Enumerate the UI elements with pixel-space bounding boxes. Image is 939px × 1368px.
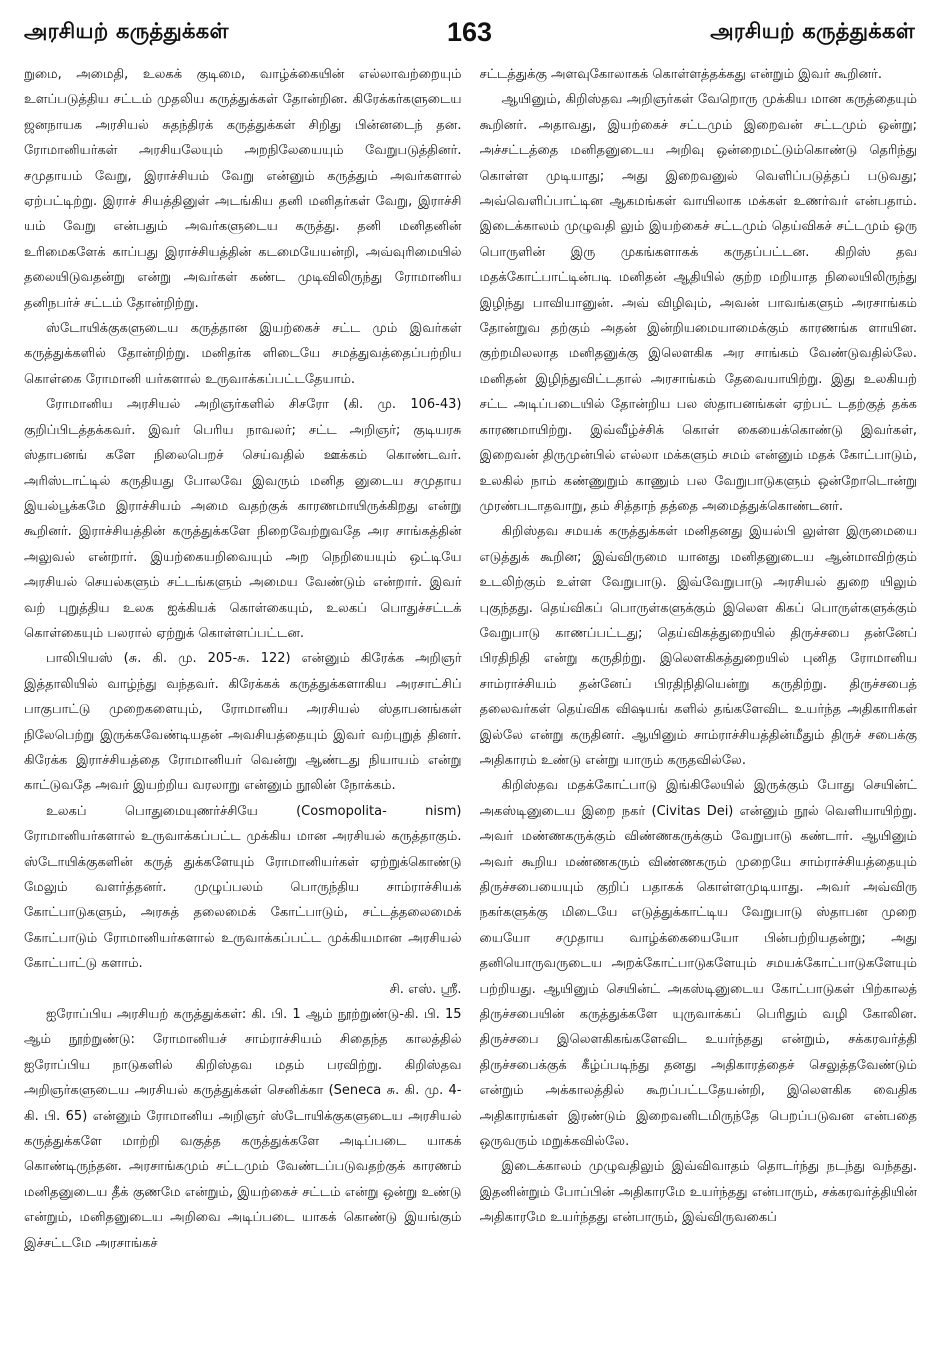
author-initials: சி. எஸ். ஸ்ரீ. — [389, 981, 462, 997]
paragraph: பாலிபியஸ் (சு. கி. மு. 205-சு. 122) என்னும் கிரேக்க அறிஞர் இத்தாலியில் வாழ்ந்து வந்தவர். கிரேக்கக் கருத்துக்களாகிய அரசாட்சிப் பாகுபாட்டு முறைகளையும், ரோமானிய அரசியல் ஸ்தாபனங்கள் நிலேபெற்று இருக்கவேண்டியதன் அவசியத்தையும் இவர் வற்புறுத் தினர். கிரேக்க இராச்சியத்தை ரோமானியர் வென்று ஆண்டது நியாயம் என்று காட்டுவதே அவர் இயற்றிய வரலாறு என்னும் நூலின் நோக்கம். — [24, 651, 462, 794]
paragraph: ஸ்டோயிக்குகளுடைய கருத்தான இயற்கைச் சட்ட மும் இவர்கள் கருத்துக்களில் தோன்றிற்று. மனிதர்க ளிடையே சமத்துவத்தைப்பற்றிய கொள்கை ரோமானி யர்களால் உருவாக்கப்பட்டதேயாம். — [24, 321, 462, 387]
paragraph: இடைக்காலம் முழுவதிலும் இவ்விவாதம் தொடர்ந்து நடந்து வந்தது. இதனின்றும் போப்பின் அதிகாரமே உயர்ந்தது என்பாரும், சக்கரவர்த்தியின் அதிகாரமே உயர்ந்தது என்பாரும், இவ்விருவகைப் — [479, 1159, 917, 1226]
paragraph: கிறிஸ்தவ மதக்கோட்பாடு இங்கிலேயில் இருக்கும் போது செயின்ட் அகஸ்டினுடைய இறை நகர் (Civitas Dei) என்னும் நூல் வெளியாயிற்று. அவர் மண்ணகருக்கும் விண்ணகருக்கும் வேறுபாடு கண்டார். ஆயினும் அவர் கூறிய மண்ணகரும் விண்ணகரும் முறையே சாம்ராச்சியத்தையும் திருச்சபையையும் குறிப் பதாகக் கொள்ளமுடியாது. அவர் அவ்விரு நகர்களுக்கு மிடையே எடுத்துக்காட்டிய வேறுபாடு ஸ்தாபன முறை யையோ சமுதாய வாழ்க்கையையோ பின்பற்றியதன்று; அது தனியொருவருடைய அறக்கோட்பாடுகளேயும் சமயக்கோட்பாடுகளேயும் பற்றியது. ஆயினும் செயின்ட் அகஸ்டினுடைய கோட்பாடுகள் பிற்காலத் திருச்சபையின் கருத்துக்களே யுருவாக்கப் பெரிதும் வழி கோலின. திருச்சபை இலௌகிகங்களேவிட உயர்ந்தது என்றும், சக்கரவர்த்தி திருச்சபைக்குக் கீழ்ப்படிந்து தனது அதிகாரத்தைச் செலுத்தவேண்டும் என்றும் அக்காலத்தில் கூறப்பட்டதேயன்றி, இலௌகிக வைதிக அதிகாரங்கள் இரண்டும் இறைவனிடமிருந்தே பெறப்படுவன என்பதை ஒருவரும் மறுக்கவில்லே. — [479, 778, 917, 1150]
paragraph: ஆயினும், கிறிஸ்தவ அறிஞர்கள் வேறொரு முக்கிய மான கருத்தையும் கூறினர். அதாவது, இயற்கைச் சட்டமும் இறைவன் சட்டமும் ஒன்று; அச்சட்டத்தை மனிதனுடைய அறிவு ஒன்றைமட்டும்கொண்டு தெரிந்து கொள்ள முடியாது; அது இறைவனுல் வெளிப்படுத்தப் படுவது; அவ்வெளிப்பாட்டின ஆகமங்கள் வாயிலாக மக்கள் உணர்வர் என்பதாம். இடைக்காலம் முழுவதி லும் இயற்கைச் சட்டமும் தெய்விகச் சட்டமும் ஒரு பொருளின் இரு முகங்களாகக் கருதப்பட்டன. கிறிஸ் தவ மதக்கோட்பாட்டின்படி மனிதன் ஆதியில் குற்ற மறியாத நிலையிலிருந்து இழிந்து பாவியானுன். அவ் விழிவும், அவன் பாவங்களும் அரசாங்கம் தோன்றுவ தற்கும் அதன் இன்றியமையாமைக்கும் காரணங்க ளாயின. குற்றமிலலாத மனிதனுக்கு இலௌகிக அர சாங்கம் வேண்டுவதில்லே. மனிதன் இழிந்துவிட்டதால் அரசாங்கம் தேவையாயிற்று. இது உலகியற் சட்ட அடிப்படையில் தோன்றிய பல ஸ்தாபனங்கள் ஏற்பட் டதற்குத் தக்க காரணமாயிற்று. இவ்வீழ்ச்சிக் கொள் கையைக்கொண்டு இவர்கள், இறைவன் திருமுன்பில் எல்லா மக்களும் சமம் என்னும் மதக் கோட்பாடும், உலகில் நாம் கண்ணுறும் காணும் பல வேறுபாடுகளும் ஒன்றோடொன்று முரண்படாதவாறு, தம் சித்தாந் தத்தை அமைத்துக்கொண்டனர். — [479, 92, 917, 514]
paragraph: ரோமானிய அரசியல் அறிஞர்களில் சிசரோ (கி. மு. 106-43) குறிப்பிடத்தக்கவர். இவர் பெரிய நாவலர்; சட்ட அறிஞர்; குடியரசு ஸ்தாபனங் களே நிலைபெறச் செய்வதில் ஊக்கம் கொண்டவர். அரிஸ்டாட்டில் கருதியது போலவே இவரும் மனித னுடைய சமுதாய இயல்பூக்கமே இராச்சியம் அமை வதற்குக் காரணமாயிருக்கிறது என்று கூறினர். இராச்சியத்தின் கருத்துக்களே நிறைவேற்றுவதே அர சாங்கத்தின் அலுவல் என்றார். இயற்கையறிவையும் அற நெறியையும் ஒட்டியே அரசியல் செயல்களும் சட்டங்களும் அமைய வேண்டும் என்றார். இவர் வற் புறுத்திய உலக ஐக்கியக் கொள்கையும், உலகப் பொதுச்சட்டக் கொள்கையும் பலரால் ஏற்றுக் கொள்ளப்பட்டன. — [24, 397, 462, 641]
running-head-left: அரசியற் கருத்துக்கள் — [24, 18, 229, 43]
section-paragraph: ஐரோப்பிய அரசியற் கருத்துக்கள்: கி. பி. 1 ஆம் நூற்றுண்டு-கி. பி. 15 ஆம் நூற்றுண்டு: ரோமானியச் சாம்ராச்சியம் சிதைந்த காலத்தில் ஐரோப்பிய நாடுகளில் கிறிஸ்தவ மதம் பரவிற்று. கிறிஸ்தவ அறிஞர்களுடைய அரசியல் கருத்துக்கள் செனிக்கா (Seneca சு. கி. மு. 4-கி. பி. 65) என்னும் ரோமானிய அறிஞர் ஸ்டோயிக்குகளுடைய அரசியல் கருத்துக்களே மாற்றி வகுத்த கருத்துக்களே அடிப்படை யாகக் கொண்டிருந்தன. அரசாங்கமும் சட்டமும் வேண்டப்படுவதற்குக் காரணம் மனிதனுடைய தீக் குணமே என்றும், இயற்கைச் சட்டம் என்று ஒன்று உண்டு என்றும், மனிதனுடைய அறிவை அடிப்படை யாகக் கொண்டு இயங்கும் இச்சட்டமே அரசாங்கச் — [24, 1007, 462, 1251]
paragraph: சட்டத்துக்கு அளவுகோலாகக் கொள்ளத்தக்கது என்றும் இவர் கூறினர். — [479, 67, 882, 82]
paragraph: கிறிஸ்தவ சமயக் கருத்துக்கள் மனிதனது இயல்பி லுள்ள இருமையை எடுத்துக் கூறின; இவ்விருமை யானது மனிதனுடைய ஆன்மாவிற்கும் உடலிற்கும் உள்ள வேறுபாடு. இவ்வேறுபாடு அரசியல் துறை யிலும் புகுந்தது. தெய்விகப் பொருள்களுக்கும் இலௌ கிகப் பொருள்களுக்கும் வேறுபாடு காணப்பட்டது; தெய்விகத்துறையில் திருச்சபை தன்னேப் பிரதிநிதி என்று கருதிற்று. இலௌகிகத்துறையில் புனித ரோமானிய சாம்ராச்சியம் தன்னேப் பிரதிநிதியென்று கருதிற்று. திருச்சபைத் தலைவர்கள் தெய்விக விஷயங் களில் தங்களேவிட உயர்ந்த அதிகாரிகள் இல்லே என்று கருதினர். ஆயினும் சாம்ராச்சியத்தின்மீதும் திருச் சபைக்கு அதிகாரம் உண்டு என்று யாரும் கருதவில்லே. — [479, 524, 917, 768]
paragraph: உலகப் பொதுமையுணர்ச்சியே (Cosmopolita- nism) ரோமானியர்களால் உருவாக்கப்பட்ட முக்கிய மான அரசியல் கருத்தாகும். ஸ்டோயிக்குகளின் கருத் துக்களேயும் ரோமானியர்கள் ஏற்றுக்கொண்டு மேலும் வளர்த்தனர். முழுப்பலம் பொருந்திய சாம்ராச்சியக் கோட்பாடுகளும், அரசுத் தலைமைக் கோட்பாடும், சட்டத்தலைமைக் கோட்பாடும் ரோமானியர்களால் உருவாக்கப்பட்ட முக்கியமான அரசியல் கோட்பாட்டு களாம். — [24, 803, 462, 972]
right-column — [480, 62, 918, 1358]
page-header — [24, 12, 915, 52]
left-column — [24, 62, 462, 1358]
text-columns — [24, 62, 917, 1358]
paragraph: றுமை, அமைதி, உலகக் குடிமை, வாழ்க்கையின் எல்லாவற்றையும் உளப்படுத்திய சட்டம் முதலிய கருத்துக்கள் தோன்றின. கிரேக்கர்களுடைய ஜனநாயக அரசியல் சுதந்திரக் கருத்துக்கள் சிறிது பின்னடைந் தன. ரோமானியர்கள் அரசியலேயும் அறநிலேயையும் வேறுபடுத்தினர். சமுதாயம் வேறு, இராச்சியம் வேறு என்னும் கருத்தும் அவர்களால் ஏற்பட்டிற்று. இராச் சியத்தினுள் அடங்கிய தனி மனிதர்கள் வேறு, இராச்சி யம் வேறு என்பதும் அவர்களுடைய கருத்து. தனி மனிதனின் உரிமைகளேக் காப்பது இராச்சியத்தின் கடமையேயன்றி, அவ்வுரிமையில் தலையிடுவதன்று என்று அவர்கள் கண்ட முடிவிலிருந்து ரோமானிய தனிநபர்ச் சட்டம் தோன்றிற்று. — [24, 67, 462, 311]
page-number: 163 — [446, 16, 493, 47]
running-head-right: அரசியற் கருத்துக்கள் — [710, 18, 915, 43]
